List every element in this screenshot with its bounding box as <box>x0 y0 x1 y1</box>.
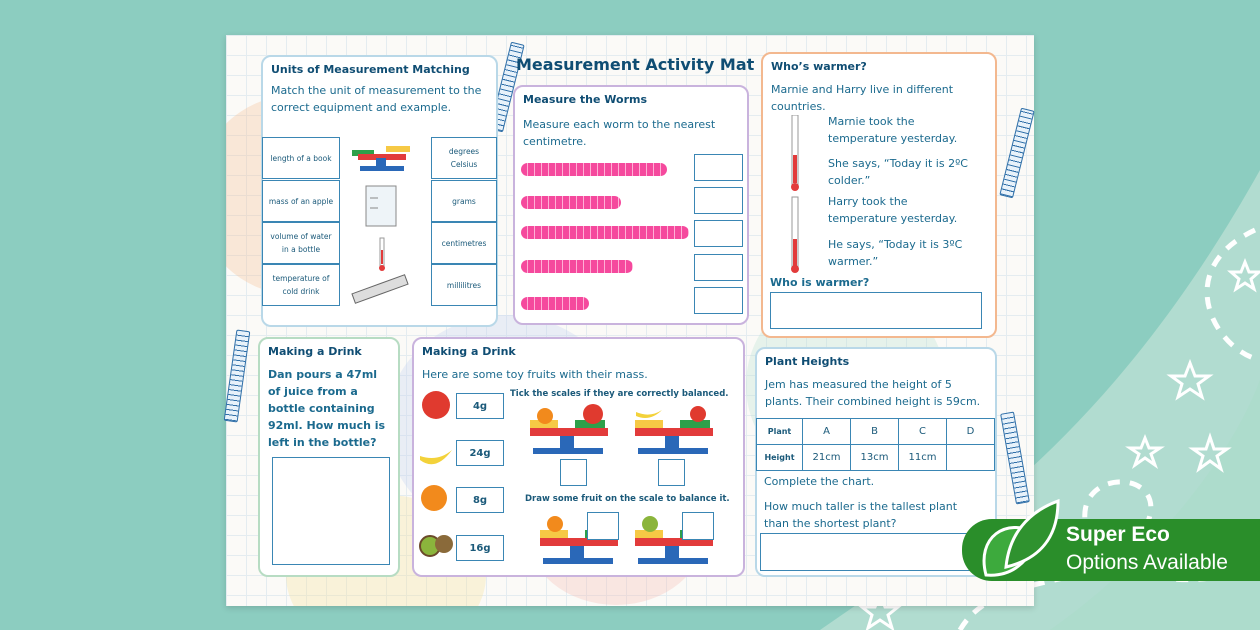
worm-answer-box[interactable] <box>694 287 743 314</box>
scale-2 <box>635 406 713 454</box>
equipment-icons <box>346 138 418 308</box>
draw-box[interactable] <box>587 512 619 540</box>
unit-box[interactable]: centimetres <box>431 222 497 264</box>
table-cell: 13cm <box>851 445 899 471</box>
drink-answer-box[interactable] <box>272 457 390 565</box>
worm-answer-box[interactable] <box>694 254 743 281</box>
badge-line2: Options Available <box>1066 551 1228 574</box>
plants-answer-box[interactable] <box>760 533 970 571</box>
super-eco-badge <box>962 519 1260 581</box>
draw-instruction: Draw some fruit on the scale to balance it. <box>525 494 730 504</box>
warmer-question: Who is warmer? <box>770 276 870 289</box>
kiwi-icon <box>420 535 453 556</box>
fruit-mass: 4g <box>456 393 504 419</box>
fruit-intro: Here are some toy fruits with their mass. <box>422 368 648 381</box>
worm-answer-box[interactable] <box>694 154 743 181</box>
draw-box[interactable] <box>682 512 714 540</box>
thermometer-icons <box>786 115 806 275</box>
scales-icon <box>352 146 410 171</box>
fruit-mass: 16g <box>456 535 504 561</box>
plant-heights-table <box>756 418 995 471</box>
table-cell: D <box>947 419 995 445</box>
plants-question: How much taller is the tallest plant than the shortest plant? <box>764 500 958 530</box>
worm-answer-box[interactable] <box>694 220 743 247</box>
plants-complete: Complete the chart. <box>764 475 875 488</box>
table-cell: C <box>899 419 947 445</box>
drink-text: Dan pours a 47ml of juice from a bottle containing 92ml. How much is left in the bottle? <box>268 368 386 449</box>
worms-instruction: Measure each worm to the nearest centimetre. <box>523 118 716 148</box>
units-matching-heading: Units of Measurement Matching <box>271 63 470 76</box>
worm-answer-box[interactable] <box>694 187 743 214</box>
table-row <box>757 419 995 445</box>
fruit-icons <box>418 390 456 562</box>
worm <box>521 297 589 310</box>
measuring-jug-icon <box>366 186 396 226</box>
warmer-answer-box[interactable] <box>770 292 982 329</box>
table-row <box>757 445 995 471</box>
worm <box>521 163 667 176</box>
leaf-icon <box>966 497 1062 581</box>
badge-line1: Super Eco <box>1066 523 1170 546</box>
warmer-heading: Who’s warmer? <box>771 60 867 73</box>
fruit-mass: 24g <box>456 440 504 466</box>
table-cell: B <box>851 419 899 445</box>
table-header: Height <box>757 445 803 471</box>
unit-box[interactable]: degrees Celsius <box>431 137 497 179</box>
harry-line1: Harry took the temperature yesterday. <box>828 195 958 225</box>
table-header: Plant <box>757 419 803 445</box>
unit-box[interactable]: grams <box>431 180 497 222</box>
tick-box[interactable] <box>560 459 587 486</box>
scales-drawings <box>525 402 725 572</box>
drink-heading: Making a Drink <box>268 345 362 358</box>
table-cell: 21cm <box>803 445 851 471</box>
fruit-heading: Making a Drink <box>422 345 516 358</box>
scale-1 <box>530 404 608 454</box>
fruit-mass: 8g <box>456 487 504 513</box>
warmer-intro: Marnie and Harry live in different countries. <box>771 83 954 113</box>
plants-heading: Plant Heights <box>765 355 850 368</box>
units-matching-instruction: Match the unit of measurement to the correct equipment and example. <box>271 84 482 114</box>
thermometer-icon <box>379 238 385 271</box>
tick-box[interactable] <box>658 459 685 486</box>
unit-box[interactable]: millilitres <box>431 264 497 306</box>
worm <box>521 260 633 273</box>
example-box[interactable]: length of a book <box>262 137 340 179</box>
example-box[interactable]: volume of water in a bottle <box>262 222 340 264</box>
marnie-line1: Marnie took the temperature yesterday. <box>828 115 958 145</box>
tick-instruction: Tick the scales if they are correctly balanced. <box>510 389 729 399</box>
harry-line2: He says, “Today it is 3ºC warmer.” <box>828 238 963 268</box>
example-box[interactable]: mass of an apple <box>262 180 340 222</box>
plants-intro: Jem has measured the height of 5 plants. Their combined height is 59cm. <box>765 378 981 408</box>
marnie-line2: She says, “Today it is 2ºC colder.” <box>828 157 968 187</box>
worm <box>521 196 621 209</box>
table-cell: 11cm <box>899 445 947 471</box>
height-input-cell[interactable] <box>947 445 995 471</box>
worm <box>521 226 689 239</box>
page-title: Measurement Activity Mat <box>516 55 755 74</box>
worms-heading: Measure the Worms <box>523 93 648 106</box>
banana-icon <box>420 450 452 464</box>
table-cell: A <box>803 419 851 445</box>
apple-icon <box>422 391 450 419</box>
ruler-icon <box>352 275 408 304</box>
orange-icon <box>421 485 447 511</box>
example-box[interactable]: temperature of cold drink <box>262 264 340 306</box>
